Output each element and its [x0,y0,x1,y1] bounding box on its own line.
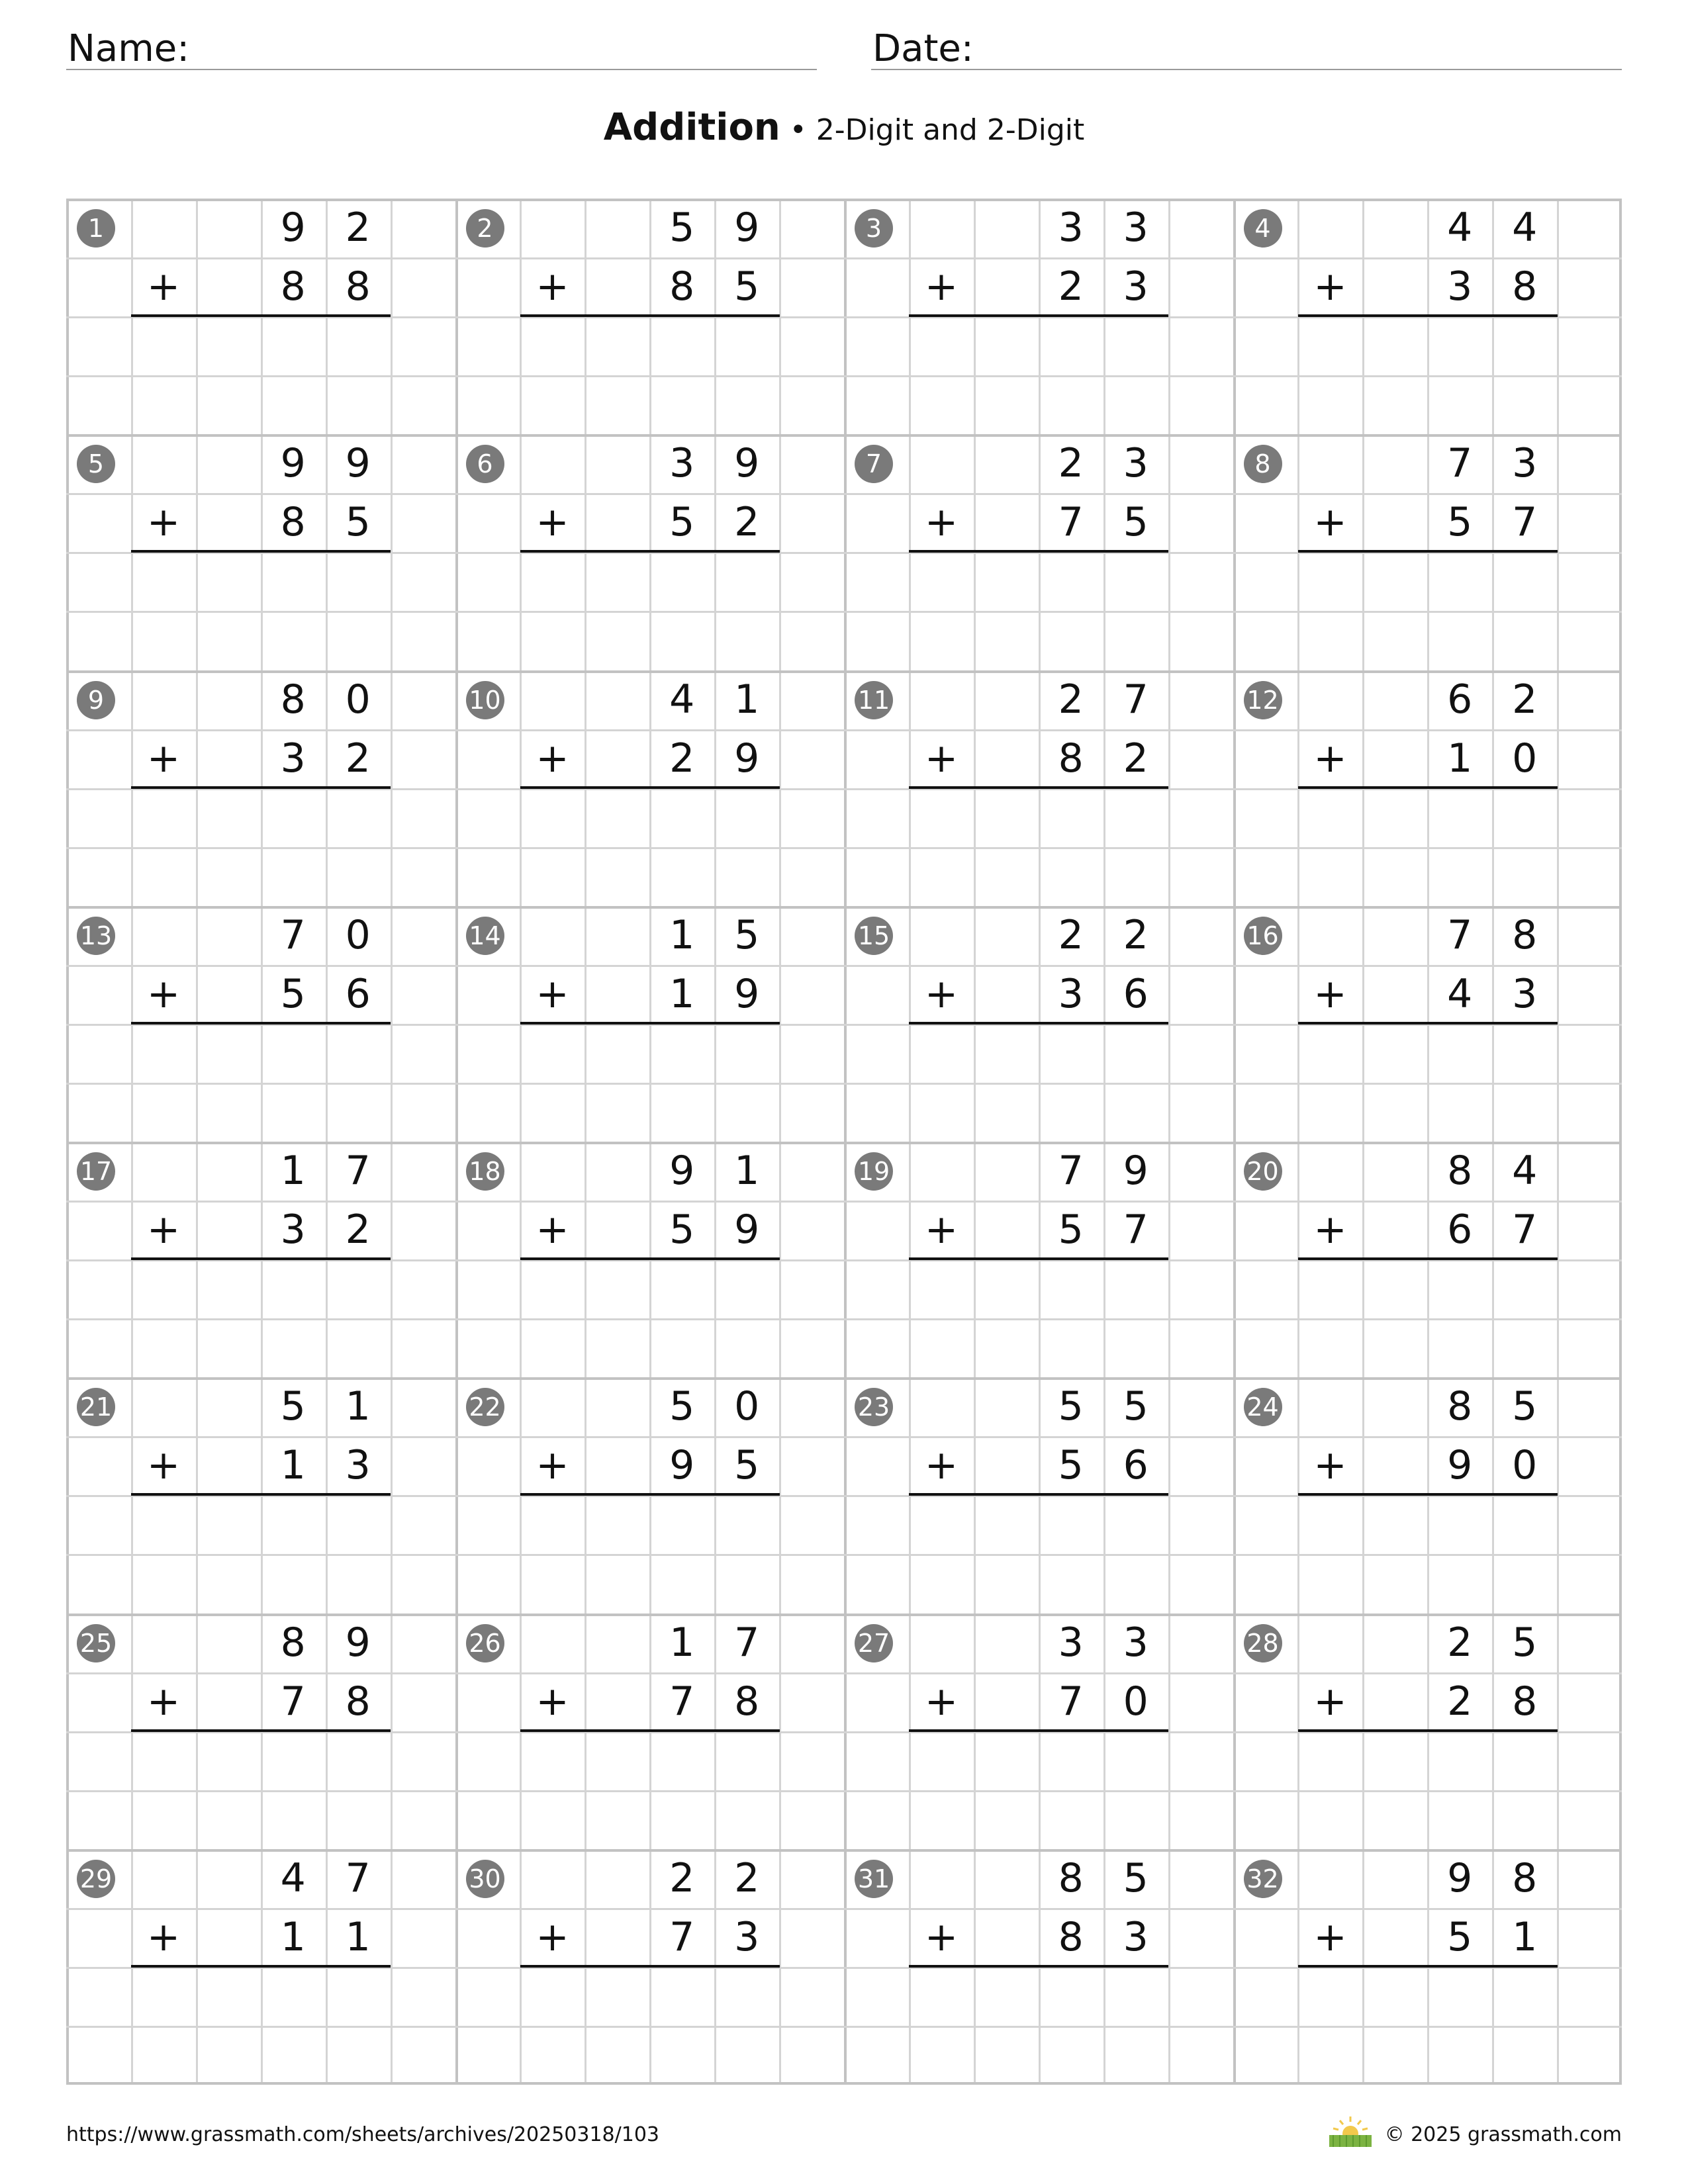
sum-line [909,550,1168,553]
problem-number-badge: 16 [1244,917,1282,955]
addend-bottom-digit: 6 [345,970,371,1017]
problem-number-badge: 30 [466,1860,504,1898]
addend-top-digit: 1 [669,1619,695,1666]
addend-top-digit: 3 [1058,1619,1084,1666]
addend-bottom-digit: 3 [1512,970,1538,1017]
addend-bottom-digit: 1 [280,1913,306,1960]
problem-12 [1233,670,1622,906]
addend-top-digit: 9 [345,1619,371,1666]
sum-line [1298,1257,1558,1260]
problem-28 [1233,1614,1622,1849]
sum-line [520,1022,780,1024]
problem-number-badge: 21 [77,1388,115,1426]
addend-top-digit: 9 [280,440,306,487]
addend-bottom-digit: 5 [734,1442,760,1489]
addend-bottom-digit: 5 [1058,1442,1084,1489]
problem-number-badge: 6 [466,445,504,483]
sum-line [131,314,391,317]
addend-top-digit: 0 [345,911,371,958]
plus-sign: + [1313,1913,1347,1960]
addend-bottom-digit: 2 [1447,1678,1473,1725]
addend-bottom-digit: 9 [669,1442,695,1489]
plus-sign: + [924,263,959,310]
plus-sign: + [536,263,569,310]
date-label: Date: [872,27,974,70]
sum-line [131,1022,391,1024]
plus-sign: + [1313,1678,1347,1725]
problem-2 [455,199,845,434]
addend-bottom-digit: 6 [1123,1442,1149,1489]
addend-top-digit: 3 [1123,205,1149,251]
addend-top-digit: 2 [734,1854,760,1901]
problem-number-badge: 4 [1244,209,1282,248]
addend-top-digit: 5 [669,205,695,251]
title-main: Addition [603,106,780,149]
addend-top-digit: 7 [1447,440,1473,487]
addend-bottom-digit: 2 [345,735,371,782]
addend-top-digit: 9 [345,440,371,487]
addend-bottom-digit: 2 [1058,263,1084,310]
sum-line [909,1022,1168,1024]
addend-top-digit: 5 [669,1383,695,1430]
problem-1 [66,199,455,434]
sum-line [1298,1965,1558,1968]
addend-top-digit: 4 [669,676,695,723]
sum-line [1298,550,1558,553]
sum-line [909,314,1168,317]
problem-number-badge: 25 [77,1624,115,1662]
addend-top-digit: 2 [1447,1619,1473,1666]
plus-sign: + [146,1913,181,1960]
sum-line [909,1257,1168,1260]
plus-sign: + [1313,499,1347,546]
addend-top-digit: 7 [345,1148,371,1194]
problem-number-badge: 23 [855,1388,893,1426]
addend-bottom-digit: 2 [345,1206,371,1253]
addend-bottom-digit: 3 [1447,263,1473,310]
problem-number-badge: 2 [466,209,504,248]
addend-top-digit: 9 [734,205,760,251]
addend-top-digit: 1 [669,911,695,958]
addend-bottom-digit: 1 [1512,1913,1538,1960]
sum-line [909,1729,1168,1732]
addend-bottom-digit: 7 [1058,1678,1084,1725]
addend-top-digit: 6 [1447,676,1473,723]
addend-bottom-digit: 9 [734,970,760,1017]
addend-bottom-digit: 7 [669,1913,695,1960]
addend-top-digit: 5 [734,911,760,958]
problem-number-badge: 18 [466,1152,504,1191]
worksheet-title [0,106,1688,149]
plus-sign: + [924,1678,959,1725]
problem-number-badge: 19 [855,1152,893,1191]
addend-top-digit: 7 [734,1619,760,1666]
problem-number-badge: 11 [855,681,893,719]
problem-number-badge: 28 [1244,1624,1282,1662]
addend-top-digit: 3 [669,440,695,487]
sum-line [1298,786,1558,789]
addend-bottom-digit: 2 [1123,735,1149,782]
sum-line [1298,314,1558,317]
addend-top-digit: 5 [1512,1619,1538,1666]
problem-8 [1233,434,1622,670]
addend-top-digit: 9 [1123,1148,1149,1194]
problem-16 [1233,906,1622,1142]
problem-14 [455,906,845,1142]
problem-20 [1233,1142,1622,1377]
plus-sign: + [1313,263,1347,310]
problem-number-badge: 22 [466,1388,504,1426]
sum-line [520,1493,780,1496]
plus-sign: + [536,1206,569,1253]
addend-bottom-digit: 8 [669,263,695,310]
addend-top-digit: 8 [1447,1383,1473,1430]
problem-grid [66,199,1622,2085]
problem-18 [455,1142,845,1377]
problem-7 [844,434,1233,670]
addend-top-digit: 3 [1058,205,1084,251]
sum-line [131,1257,391,1260]
problem-number-badge: 17 [77,1152,115,1191]
problem-number-badge: 9 [77,681,115,719]
addend-top-digit: 7 [1447,911,1473,958]
problem-17 [66,1142,455,1377]
plus-sign: + [146,1442,181,1489]
addend-bottom-digit: 5 [669,499,695,546]
sum-line [909,1965,1168,1968]
sum-line [131,1729,391,1732]
problem-4 [1233,199,1622,434]
addend-bottom-digit: 5 [734,263,760,310]
sum-line [131,1493,391,1496]
addend-bottom-digit: 0 [1512,735,1538,782]
addend-top-digit: 4 [280,1854,306,1901]
problem-26 [455,1614,845,1849]
problem-number-badge: 29 [77,1860,115,1898]
problem-13 [66,906,455,1142]
problem-number-badge: 24 [1244,1388,1282,1426]
problem-number-badge: 10 [466,681,504,719]
sun-over-grass-icon [1327,2115,1374,2148]
addend-top-digit: 9 [734,440,760,487]
addend-top-digit: 1 [280,1148,306,1194]
addend-bottom-digit: 3 [280,1206,306,1253]
problem-32 [1233,1849,1622,2085]
addend-bottom-digit: 8 [734,1678,760,1725]
addend-bottom-digit: 7 [1512,499,1538,546]
addend-bottom-digit: 7 [1123,1206,1149,1253]
addend-bottom-digit: 3 [1123,263,1149,310]
problem-number-badge: 13 [77,917,115,955]
sum-line [909,786,1168,789]
addend-bottom-digit: 8 [280,263,306,310]
plus-sign: + [536,1678,569,1725]
plus-sign: + [924,1442,959,1489]
addend-top-digit: 3 [1123,1619,1149,1666]
addend-top-digit: 7 [345,1854,371,1901]
addend-top-digit: 8 [1058,1854,1084,1901]
plus-sign: + [146,1678,181,1725]
addend-top-digit: 8 [1512,911,1538,958]
addend-top-digit: 2 [1058,440,1084,487]
plus-sign: + [924,499,959,546]
name-field[interactable] [66,20,817,70]
addend-bottom-digit: 5 [669,1206,695,1253]
plus-sign: + [536,735,569,782]
addend-bottom-digit: 8 [280,499,306,546]
addend-top-digit: 2 [1123,911,1149,958]
addend-bottom-digit: 4 [1447,970,1473,1017]
plus-sign: + [1313,970,1347,1017]
addend-top-digit: 8 [1512,1854,1538,1901]
addend-top-digit: 2 [669,1854,695,1901]
plus-sign: + [924,970,959,1017]
problem-27 [844,1614,1233,1849]
addend-bottom-digit: 9 [734,735,760,782]
plus-sign: + [146,499,181,546]
addend-bottom-digit: 5 [1123,499,1149,546]
footer-copyright: © 2025 grassmath.com [1384,2123,1622,2146]
addend-bottom-digit: 1 [345,1913,371,1960]
addend-top-digit: 1 [734,1148,760,1194]
problem-10 [455,670,845,906]
addend-bottom-digit: 5 [1447,499,1473,546]
addend-bottom-digit: 8 [345,263,371,310]
addend-top-digit: 8 [280,1619,306,1666]
problem-6 [455,434,845,670]
addend-top-digit: 9 [669,1148,695,1194]
addend-bottom-digit: 0 [1512,1442,1538,1489]
sum-line [520,1965,780,1968]
problem-number-badge: 1 [77,209,115,248]
addend-top-digit: 2 [345,205,371,251]
addend-top-digit: 2 [1512,676,1538,723]
addend-bottom-digit: 5 [280,970,306,1017]
plus-sign: + [1313,1442,1347,1489]
addend-bottom-digit: 2 [669,735,695,782]
plus-sign: + [536,970,569,1017]
problem-30 [455,1849,845,2085]
addend-bottom-digit: 3 [734,1913,760,1960]
addend-top-digit: 1 [345,1383,371,1430]
plus-sign: + [146,263,181,310]
problem-21 [66,1377,455,1613]
addend-bottom-digit: 3 [345,1442,371,1489]
problem-29 [66,1849,455,2085]
sum-line [131,786,391,789]
addend-bottom-digit: 5 [345,499,371,546]
sum-line [520,314,780,317]
addend-bottom-digit: 3 [280,735,306,782]
problem-number-badge: 31 [855,1860,893,1898]
addend-top-digit: 0 [345,676,371,723]
addend-top-digit: 3 [1512,440,1538,487]
problem-number-badge: 15 [855,917,893,955]
addend-top-digit: 3 [1123,440,1149,487]
problem-number-badge: 26 [466,1624,504,1662]
addend-bottom-digit: 3 [1123,1913,1149,1960]
addend-top-digit: 5 [280,1383,306,1430]
problem-3 [844,199,1233,434]
sum-line [131,550,391,553]
sum-line [520,786,780,789]
sum-line [1298,1493,1558,1496]
sum-line [520,1729,780,1732]
addend-top-digit: 4 [1512,205,1538,251]
problem-number-badge: 5 [77,445,115,483]
problem-number-badge: 12 [1244,681,1282,719]
addend-top-digit: 7 [1123,676,1149,723]
problem-number-badge: 27 [855,1624,893,1662]
addend-bottom-digit: 7 [1058,499,1084,546]
addend-bottom-digit: 7 [1512,1206,1538,1253]
problem-number-badge: 20 [1244,1152,1282,1191]
title-subtitle: • 2-Digit and 2-Digit [780,113,1085,147]
addend-top-digit: 4 [1447,205,1473,251]
addend-top-digit: 2 [1058,676,1084,723]
addend-bottom-digit: 7 [669,1678,695,1725]
addend-bottom-digit: 5 [1447,1913,1473,1960]
addend-bottom-digit: 1 [669,970,695,1017]
plus-sign: + [1313,735,1347,782]
addend-top-digit: 1 [734,676,760,723]
plus-sign: + [146,1206,181,1253]
date-field[interactable] [871,20,1622,70]
addend-top-digit: 5 [1512,1383,1538,1430]
addend-top-digit: 5 [1123,1854,1149,1901]
addend-top-digit: 8 [280,676,306,723]
problem-number-badge: 3 [855,209,893,248]
problem-31 [844,1849,1233,2085]
problem-19 [844,1142,1233,1377]
addend-top-digit: 5 [1058,1383,1084,1430]
sum-line [1298,1022,1558,1024]
addend-bottom-digit: 9 [734,1206,760,1253]
addend-bottom-digit: 1 [1447,735,1473,782]
plus-sign: + [924,1206,959,1253]
problem-15 [844,906,1233,1142]
plus-sign: + [536,499,569,546]
addend-bottom-digit: 8 [1512,263,1538,310]
plus-sign: + [146,970,181,1017]
addend-bottom-digit: 9 [1447,1442,1473,1489]
plus-sign: + [536,1913,569,1960]
addend-top-digit: 0 [734,1383,760,1430]
addend-top-digit: 8 [1447,1148,1473,1194]
problem-number-badge: 14 [466,917,504,955]
problem-number-badge: 8 [1244,445,1282,483]
problem-9 [66,670,455,906]
problem-number-badge: 32 [1244,1860,1282,1898]
plus-sign: + [924,1913,959,1960]
problem-5 [66,434,455,670]
problem-22 [455,1377,845,1613]
sum-line [520,1257,780,1260]
addend-bottom-digit: 8 [1512,1678,1538,1725]
addend-top-digit: 2 [1058,911,1084,958]
addend-top-digit: 9 [1447,1854,1473,1901]
addend-top-digit: 9 [280,205,306,251]
addend-bottom-digit: 3 [1058,970,1084,1017]
problem-11 [844,670,1233,906]
addend-bottom-digit: 8 [1058,1913,1084,1960]
problem-23 [844,1377,1233,1613]
addend-bottom-digit: 7 [280,1678,306,1725]
addend-bottom-digit: 5 [1058,1206,1084,1253]
addend-bottom-digit: 2 [734,499,760,546]
plus-sign: + [536,1442,569,1489]
addend-top-digit: 4 [1512,1148,1538,1194]
footer-url: https://www.grassmath.com/sheets/archives/20250318/103 [66,2123,660,2146]
sum-line [1298,1729,1558,1732]
problem-25 [66,1614,455,1849]
addend-bottom-digit: 6 [1123,970,1149,1017]
addend-top-digit: 7 [280,911,306,958]
sum-line [520,550,780,553]
problem-number-badge: 7 [855,445,893,483]
addend-top-digit: 5 [1123,1383,1149,1430]
sum-line [909,1493,1168,1496]
addend-bottom-digit: 1 [280,1442,306,1489]
addend-bottom-digit: 8 [345,1678,371,1725]
plus-sign: + [924,735,959,782]
plus-sign: + [1313,1206,1347,1253]
addend-bottom-digit: 6 [1447,1206,1473,1253]
addend-bottom-digit: 0 [1123,1678,1149,1725]
sum-line [131,1965,391,1968]
name-label: Name: [68,27,190,70]
plus-sign: + [146,735,181,782]
addend-bottom-digit: 8 [1058,735,1084,782]
addend-top-digit: 7 [1058,1148,1084,1194]
problem-24 [1233,1377,1622,1613]
